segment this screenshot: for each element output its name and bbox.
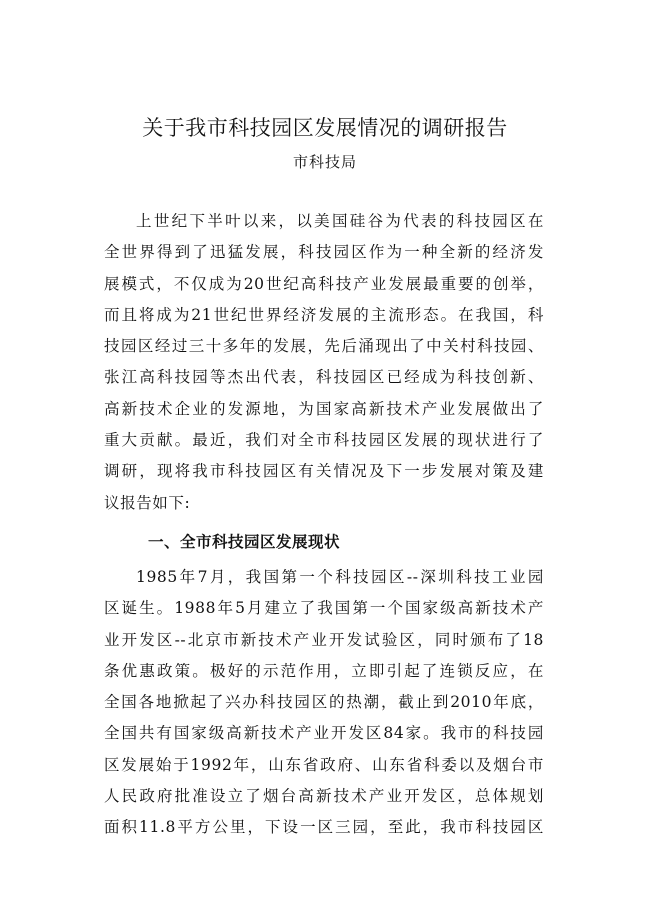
paragraph-line: 调研，现将我市科技园区有关情况及下一步发展对策及建 (104, 462, 544, 481)
paragraph-line: 上世纪下半叶以来，以美国硅谷为代表的科技园区在 (136, 212, 544, 230)
paragraph-line: 面积11.8平方公里，下设一区三园，至此，我市科技园区 (104, 818, 544, 837)
paragraph-line: 区发展始于1992年，山东省政府、山东省科委以及烟台市 (104, 755, 544, 774)
paragraph-line: 而且将成为21世纪世界经济发展的主流形态。在我国，科 (104, 305, 544, 324)
paragraph-line: 高新技术企业的发源地，为国家高新技术产业发展做出了 (104, 399, 544, 418)
paragraph-line: 全国各地掀起了兴办科技园区的热潮，截止到2010年底， (104, 693, 544, 712)
paragraph-intro (104, 206, 544, 519)
paragraph-line: 展模式，不仅成为20世纪高科技产业发展最重要的创举， (104, 274, 544, 293)
document-author: 市科技局 (292, 153, 357, 171)
paragraph-status (104, 562, 544, 844)
paragraph-line: 重大贡献。最近，我们对全市科技园区发展的现状进行了 (104, 431, 544, 450)
paragraph-line: 区诞生。1988年5月建立了我国第一个国家级高新技术产 (104, 599, 544, 618)
paragraph-line: 业开发区--北京市新技术产业开发试验区，同时颁布了18 (104, 630, 544, 649)
paragraph-line: 条优惠政策。极好的示范作用，立即引起了连锁反应，在 (104, 661, 544, 680)
paragraph-line: 全国共有国家级高新技术产业开发区84家。我市的科技园 (104, 724, 544, 743)
paragraph-line: 张江高科技园等杰出代表，科技园区已经成为科技创新、 (104, 368, 544, 387)
paragraph-line: 议报告如下: (104, 493, 191, 512)
paragraph-line: 全世界得到了迅猛发展，科技园区作为一种全新的经济发 (104, 243, 544, 262)
section-heading: 一、全市科技园区发展现状 (148, 533, 341, 551)
document-title: 关于我市科技园区发展情况的调研报告 (142, 116, 508, 140)
paragraph-line: 1985年7月，我国第一个科技园区--深圳科技工业园 (136, 568, 544, 586)
paragraph-line: 技园区经过三十多年的发展，先后涌现出了中关村科技园、 (104, 337, 544, 356)
paragraph-line: 人民政府批准设立了烟台高新技术产业开发区，总体规划 (104, 787, 544, 806)
